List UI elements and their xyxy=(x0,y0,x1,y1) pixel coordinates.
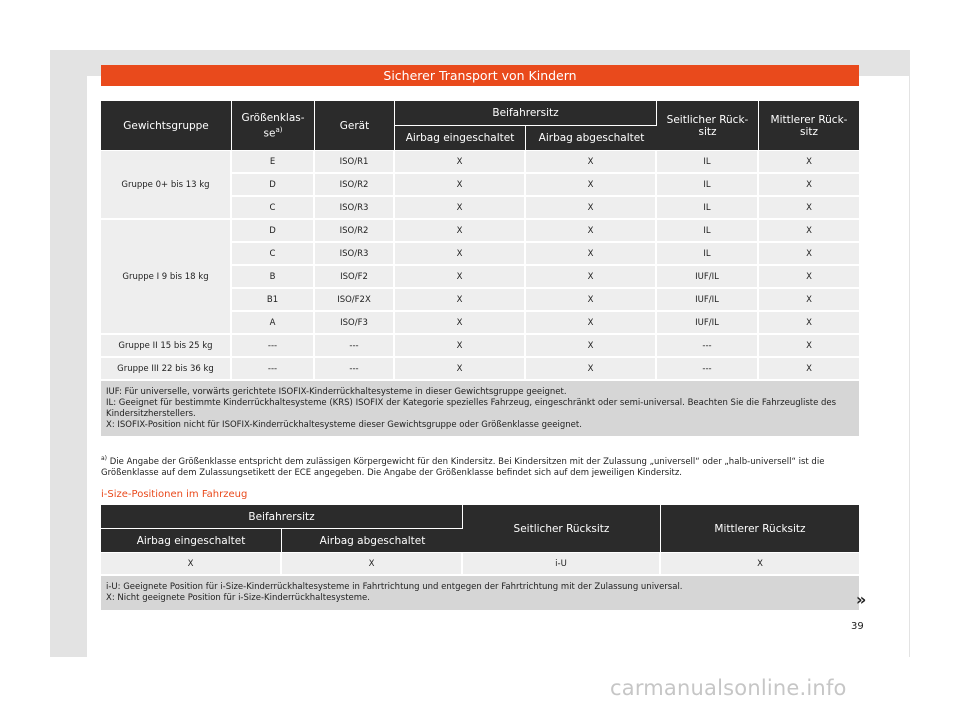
table-cell: IUF/IL xyxy=(657,312,759,335)
table-cell: ISO/R3 xyxy=(315,243,395,266)
table-cell: IL xyxy=(657,151,759,174)
table-cell: IL xyxy=(657,243,759,266)
table-cell: X xyxy=(759,312,859,335)
table-cell: E xyxy=(232,151,315,174)
isize-subheading: i-Size-Positionen im Fahrzeug xyxy=(101,489,248,500)
footnote-text: Die Angabe der Größenklasse entspricht dem zulässigen Körpergewicht für den Kindersitz. Bei Kindersitzen mit der Zulassung „universell“ oder „halb-universell“ ist die Größenklasse auf dem Zulassungsetikett der ECE angegeben. Die Angabe der Größenklasse befindet sich auf dem jeweiligen Kindersitz. xyxy=(101,456,825,478)
table-cell: X xyxy=(395,289,526,312)
table-cell: D xyxy=(232,174,315,197)
table-cell: --- xyxy=(315,335,395,358)
table-row xyxy=(101,358,859,381)
table-cell: D xyxy=(232,220,315,243)
isofix-legend xyxy=(101,381,859,438)
next-page-chevron-icon[interactable]: » xyxy=(856,590,867,609)
header-device: Gerät xyxy=(315,101,395,151)
table-cell: ISO/F2X xyxy=(315,289,395,312)
table-cell: X xyxy=(526,358,657,381)
header-size-class: Größenklas- $se^{a)}$ xyxy=(232,101,315,151)
table-cell: --- xyxy=(657,358,759,381)
header-middle-rear-seat: Mittlerer Rück- sitz xyxy=(759,101,859,151)
isize-legend xyxy=(101,576,859,612)
table-cell: --- xyxy=(232,335,315,358)
table-cell: ISO/R2 xyxy=(315,220,395,243)
table-cell: X xyxy=(395,266,526,289)
table-row xyxy=(101,151,859,174)
table-cell: ISO/R3 xyxy=(315,197,395,220)
table-cell: X xyxy=(759,197,859,220)
table-cell: i-U xyxy=(463,553,661,576)
table-cell: X xyxy=(759,335,859,358)
table-cell: X xyxy=(759,174,859,197)
isize-header-airbag-on: Airbag eingeschaltet xyxy=(101,529,282,553)
table-cell: IL xyxy=(657,197,759,220)
footnote-mark: a) xyxy=(101,455,108,462)
watermark: carmanualsonline.info xyxy=(610,676,847,700)
table-cell: X xyxy=(395,220,526,243)
table-cell: ISO/F2 xyxy=(315,266,395,289)
header-airbag-off: Airbag abgeschaltet xyxy=(526,126,657,151)
table-cell: X xyxy=(395,335,526,358)
legend-line: IL: Geeignet für bestimmte Kinderrückhaltesysteme (KRS) ISOFIX der Kategorie spezielles Fahrzeug, eingeschränkt oder semi-universal. Beachten Sie die Fahrzeugliste des Kindersitzherstellers. xyxy=(106,398,837,419)
weight-group-cell: Gruppe 0+ bis 13 kg xyxy=(101,151,232,220)
table-cell: X xyxy=(395,312,526,335)
table-cell: X xyxy=(759,358,859,381)
table-cell: X xyxy=(661,553,859,576)
header-airbag-on: Airbag eingeschaltet xyxy=(395,126,526,151)
legend-line: X: Nicht geeignete Position für i-Size-Kinderrückhaltesysteme. xyxy=(106,593,370,603)
table-cell: X xyxy=(526,197,657,220)
table-cell: X xyxy=(759,151,859,174)
weight-group-cell: Gruppe I 9 bis 18 kg xyxy=(101,220,232,335)
table-cell: B1 xyxy=(232,289,315,312)
isofix-table xyxy=(101,101,859,438)
size-class-footnote xyxy=(101,453,859,479)
isize-header-passenger-seat: Beifahrersitz xyxy=(101,505,463,529)
table-cell: X xyxy=(395,358,526,381)
table-cell: X xyxy=(759,220,859,243)
isize-header-side-rear-seat: Seitlicher Rücksitz xyxy=(463,505,661,553)
table-cell: X xyxy=(526,289,657,312)
table-cell: --- xyxy=(657,335,759,358)
table-cell: B xyxy=(232,266,315,289)
isize-table xyxy=(101,505,859,612)
isize-header-airbag-off: Airbag abgeschaltet xyxy=(282,529,463,553)
weight-group-cell: Gruppe II 15 bis 25 kg xyxy=(101,335,232,358)
table-cell: X xyxy=(759,243,859,266)
table-cell: X xyxy=(395,151,526,174)
table-cell: X xyxy=(395,243,526,266)
table-cell: --- xyxy=(315,358,395,381)
table-cell: X xyxy=(526,266,657,289)
legend-line: IUF: Für universelle, vorwärts gerichtete ISOFIX-Kinderrückhaltesysteme in dieser Gewichtsgruppe geeignet. xyxy=(106,387,567,397)
weight-group-cell: Gruppe III 22 bis 36 kg xyxy=(101,358,232,381)
header-side-rear-seat: Seitlicher Rück- sitz xyxy=(657,101,759,151)
header-passenger-seat: Beifahrersitz xyxy=(395,101,657,126)
legend-line: X: ISOFIX-Position nicht für ISOFIX-Kinderrückhaltesysteme dieser Gewichtsgruppe oder Größenklasse geeignet. xyxy=(106,420,582,430)
table-cell: X xyxy=(101,553,282,576)
table-cell: IUF/IL xyxy=(657,266,759,289)
table-cell: X xyxy=(526,312,657,335)
table-cell: ISO/R2 xyxy=(315,174,395,197)
table-cell: A xyxy=(232,312,315,335)
table-cell: X xyxy=(526,174,657,197)
table-cell: C xyxy=(232,243,315,266)
table-cell: IUF/IL xyxy=(657,289,759,312)
page-number: 39 xyxy=(851,621,864,632)
table-row xyxy=(101,335,859,358)
table-cell: ISO/F3 xyxy=(315,312,395,335)
table-cell: IL xyxy=(657,174,759,197)
table-row xyxy=(101,220,859,243)
table-cell: ISO/R1 xyxy=(315,151,395,174)
table-cell: X xyxy=(395,174,526,197)
table-cell: X xyxy=(526,243,657,266)
table-cell: X xyxy=(759,289,859,312)
legend-line: i-U: Geeignete Position für i-Size-Kinderrückhaltesysteme in Fahrtrichtung und entgegen der Fahrtrichtung mit der Zulassung universal. xyxy=(106,582,683,592)
header-weight-group: Gewichtsgruppe xyxy=(101,101,232,151)
table-cell: --- xyxy=(232,358,315,381)
table-cell: X xyxy=(526,220,657,243)
table-cell: X xyxy=(395,197,526,220)
section-banner: Sicherer Transport von Kindern xyxy=(101,65,859,86)
table-cell: X xyxy=(759,266,859,289)
table-cell: C xyxy=(232,197,315,220)
isize-header-middle-rear-seat: Mittlerer Rücksitz xyxy=(661,505,859,553)
table-cell: IL xyxy=(657,220,759,243)
table-cell: X xyxy=(526,151,657,174)
table-cell: X xyxy=(526,335,657,358)
table-cell: X xyxy=(282,553,463,576)
table-row xyxy=(101,553,859,576)
